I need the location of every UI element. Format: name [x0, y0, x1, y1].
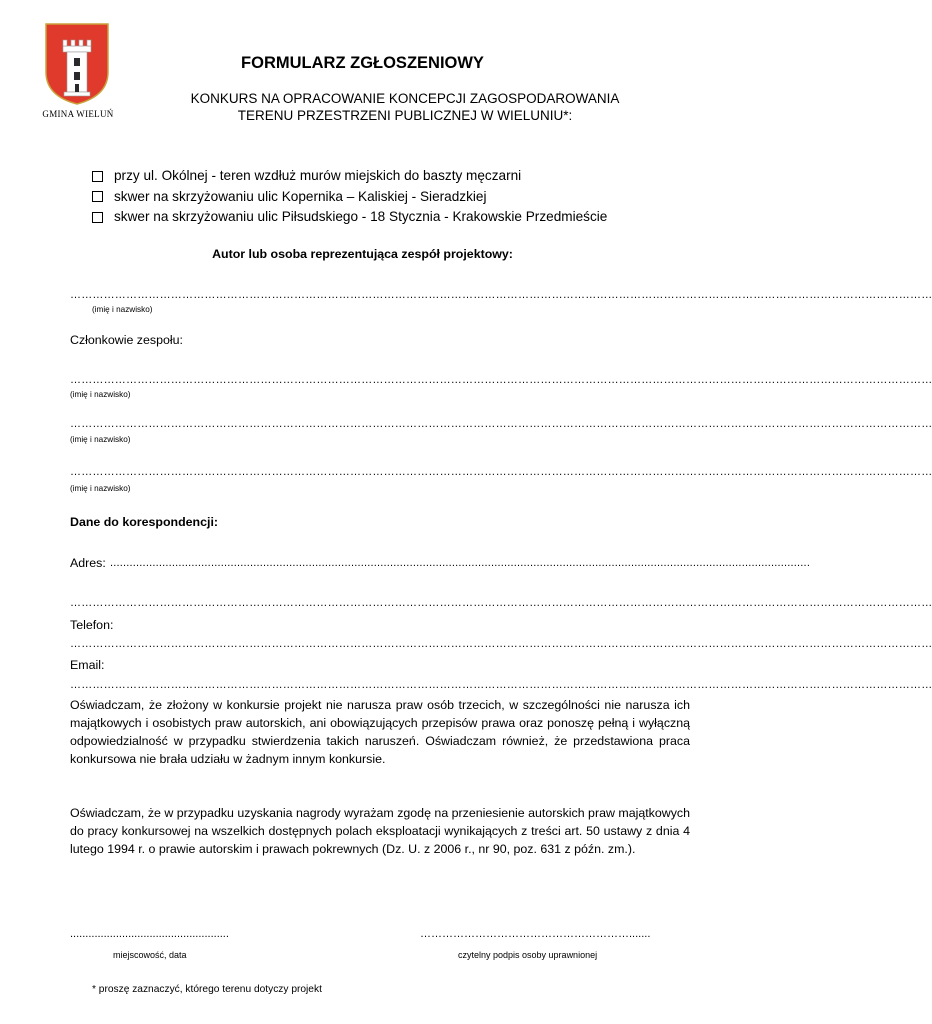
member-name-field[interactable]: ……………………………………………………………………………………………………………………………………………………………………………………………………………: [70, 418, 932, 430]
place-date-caption: miejscowość, data: [113, 950, 187, 960]
checkbox[interactable]: [92, 212, 103, 223]
crest-caption: GMINA WIELUŃ: [42, 109, 114, 119]
subtitle-line-1: KONKURS NA OPRACOWANIE KONCEPCJI ZAGOSPODAROWANIA: [190, 91, 620, 106]
site-option-label: skwer na skrzyżowaniu ulic Piłsudskiego - 18 Stycznia - Krakowskie Przedmieście: [114, 209, 608, 224]
footnote: * proszę zaznaczyć, którego terenu dotyczy projekt: [92, 984, 322, 995]
correspondence-heading: Dane do korespondencji:: [70, 515, 219, 529]
address-field-line-2[interactable]: ……………………………………………………………………………………………………………………………………………………………………………………………………………: [70, 597, 932, 609]
author-name-field[interactable]: ……………………………………………………………………………………………………………………………………………………………………………………………………………: [70, 289, 932, 301]
address-label: Adres:: [70, 556, 106, 570]
form-title: FORMULARZ ZGŁOSZENIOWY: [241, 54, 484, 72]
site-option[interactable]: [92, 166, 607, 187]
checkbox[interactable]: [92, 191, 103, 202]
phone-label: Telefon:: [70, 618, 114, 632]
address-field[interactable]: .......................................................................................................................................................................................................................: [110, 557, 811, 569]
signature-field[interactable]: ………………………………………………….......: [420, 928, 651, 940]
signature-caption: czytelny podpis osoby uprawnionej: [458, 950, 598, 960]
member-name-field[interactable]: ……………………………………………………………………………………………………………………………………………………………………………………………………………: [70, 466, 932, 478]
member-name-hint: (imię i nazwisko): [70, 484, 131, 493]
declaration-rights: Oświadczam, że złożony w konkursie projekt nie narusza praw osób trzecich, w szczególności nie narusza ich majątkowych i osobistych praw autorskich, ani obowiązujących przepisów prawa oraz ponoszę pełną i wyłączną odpowiedzialność w przypadku stwierdzenia takich naruszeń. Oświadczam również, że przedstawiona praca konkursowa nie brała udziału w żadnym innym konkursie.: [70, 698, 690, 766]
declaration-copyright-transfer: Oświadczam, że w przypadku uzyskania nagrody wyrażam zgodę na przeniesienie autorskich praw majątkowych do pracy konkursowej na wszelkich dostępnych polach eksploatacji wynikających z treści art. 50 ustawy z dnia 4 lutego 1994 r. o prawie autorskim i prawach pokrewnych (Dz. U. z 2006 r., nr 90, poz. 631 z późn. zm.).: [70, 806, 690, 856]
checkbox[interactable]: [92, 171, 103, 182]
email-label: Email:: [70, 658, 105, 672]
members-label: Członkowie zespołu:: [70, 333, 183, 347]
site-option[interactable]: [92, 207, 607, 228]
member-name-hint: (imię i nazwisko): [70, 435, 131, 444]
site-options-list: [92, 166, 607, 228]
form-subtitle: [160, 90, 650, 124]
author-name-hint: (imię i nazwisko): [92, 305, 153, 314]
member-name-field[interactable]: ……………………………………………………………………………………………………………………………………………………………………………………………………………: [70, 374, 932, 386]
subtitle-line-2: TERENU PRZESTRZENI PUBLICZNEJ W WIELUNIU*:: [237, 108, 573, 123]
place-date-field[interactable]: ....................................................: [70, 928, 229, 940]
site-option[interactable]: [92, 187, 607, 208]
site-option-label: przy ul. Okólnej - teren wzdłuż murów miejskich do baszty męczarni: [114, 168, 522, 183]
author-heading: Autor lub osoba reprezentująca zespół projektowy:: [212, 247, 513, 261]
site-option-label: skwer na skrzyżowaniu ulic Kopernika – Kaliskiej - Sieradzkiej: [114, 188, 487, 204]
email-field[interactable]: ……………………………………………………………………………………………………………………………………………………………………………………………………………: [70, 679, 932, 691]
phone-field[interactable]: ……………………………………………………………………………………………………………………………………………………………………………………………………………: [70, 638, 932, 650]
member-name-hint: (imię i nazwisko): [70, 390, 131, 399]
